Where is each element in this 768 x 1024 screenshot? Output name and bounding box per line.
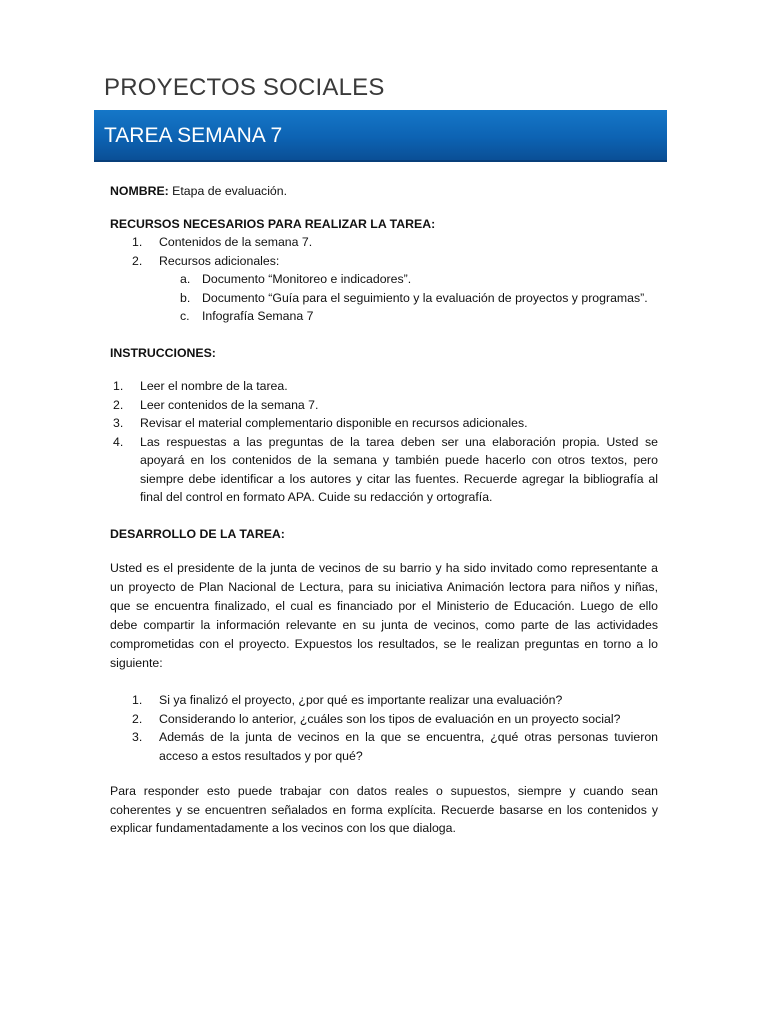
desarrollo-heading: DESARROLLO DE LA TAREA: <box>110 526 285 541</box>
instrucciones-item <box>110 433 658 507</box>
question-text: Si ya finalizó el proyecto, ¿por qué es importante realizar una evaluación? <box>159 693 563 707</box>
recursos-item-text: Recursos adicionales: <box>159 253 280 268</box>
nombre-value: Etapa de evaluación. <box>172 184 288 198</box>
recursos-subitem <box>110 270 658 289</box>
instrucciones-item-text: Leer contenidos de la semana 7. <box>140 397 319 412</box>
recursos-subitem-letter: b. <box>180 290 191 305</box>
recursos-subitem-text: Infografía Semana 7 <box>202 309 314 323</box>
recursos-subitem-text: Documento “Monitoreo e indicadores”. <box>202 272 412 286</box>
instrucciones-item <box>110 396 658 415</box>
instrucciones-item-number: 4. <box>113 434 124 449</box>
instrucciones-item-number: 1. <box>113 379 124 393</box>
instrucciones-item-text: Las respuestas a las preguntas de la tarea deben ser una elaboración propia. Usted se apoyará en los contenidos de la semana y también puede hacerlo con otros textos, pero siempre debe identificar a los autores y citar las fuentes. Recuerde agregar la bibliografía al final del control en formato APA. Cuide su redacción y ortografía. <box>140 434 658 504</box>
closing-paragraph: Para responder esto puede trabajar con datos reales o supuestos, siempre y cuando sean coherentes y se encuentren señalados en forma explícita. Recuerde basarse en los contenidos y explicar fundamentadamente a los vecinos con los que dialoga. <box>110 784 658 835</box>
instrucciones-heading: INSTRUCCIONES: <box>110 345 216 360</box>
desarrollo-intro: Usted es el presidente de la junta de vecinos de su barrio y ha sido invitado como representante a un proyecto de Plan Nacional de Lectura, para su iniciativa Animación lectora para niños y niñas, que se encuentra finalizado, el cual es financiado por el Ministerio de Educación. Luego de ello debe compartir la información relevante en su junta de vecinos, como parte de las actividades comprometidas con el proyecto. Expuestos los resultados, se le realizan preguntas en torno a lo siguiente: <box>110 561 658 670</box>
question-number: 3. <box>132 730 143 744</box>
recursos-subitem-letter: a. <box>180 272 191 286</box>
recursos-item-number: 2. <box>132 253 143 268</box>
banner-title: TAREA SEMANA 7 <box>104 124 283 147</box>
instrucciones-item-text: Leer el nombre de la tarea. <box>140 379 288 393</box>
instrucciones-item-number: 3. <box>113 416 124 430</box>
nombre-line <box>110 182 658 201</box>
instrucciones-item-text: Revisar el material complementario disponible en recursos adicionales. <box>140 416 528 430</box>
question-item <box>110 710 658 729</box>
recursos-heading: RECURSOS NECESARIOS PARA REALIZAR LA TAREA: <box>110 216 436 231</box>
nombre-label: NOMBRE: <box>110 184 169 198</box>
question-text: Considerando lo anterior, ¿cuáles son los tipos de evaluación en un proyecto social? <box>159 711 621 726</box>
recursos-subitem-letter: c. <box>180 309 190 323</box>
question-item <box>110 728 658 765</box>
question-item <box>110 691 658 710</box>
instrucciones-item <box>110 377 658 396</box>
title-banner <box>94 110 667 162</box>
instrucciones-item-number: 2. <box>113 397 124 412</box>
recursos-subitem <box>110 289 658 308</box>
document-body <box>110 182 658 838</box>
recursos-subitem <box>110 307 658 326</box>
recursos-item <box>110 233 658 252</box>
instrucciones-item <box>110 414 658 433</box>
recursos-item <box>110 252 658 271</box>
question-number: 1. <box>132 693 143 707</box>
page-title: PROYECTOS SOCIALES <box>104 74 385 101</box>
question-number: 2. <box>132 711 143 726</box>
recursos-item-text: Contenidos de la semana 7. <box>159 235 313 249</box>
question-text: Además de la junta de vecinos en la que se encuentra, ¿qué otras personas tuvieron acceso a estos resultados y por qué? <box>159 730 658 763</box>
recursos-subitem-text: Documento “Guía para el seguimiento y la evaluación de proyectos y programas”. <box>202 290 648 305</box>
recursos-item-number: 1. <box>132 235 143 249</box>
